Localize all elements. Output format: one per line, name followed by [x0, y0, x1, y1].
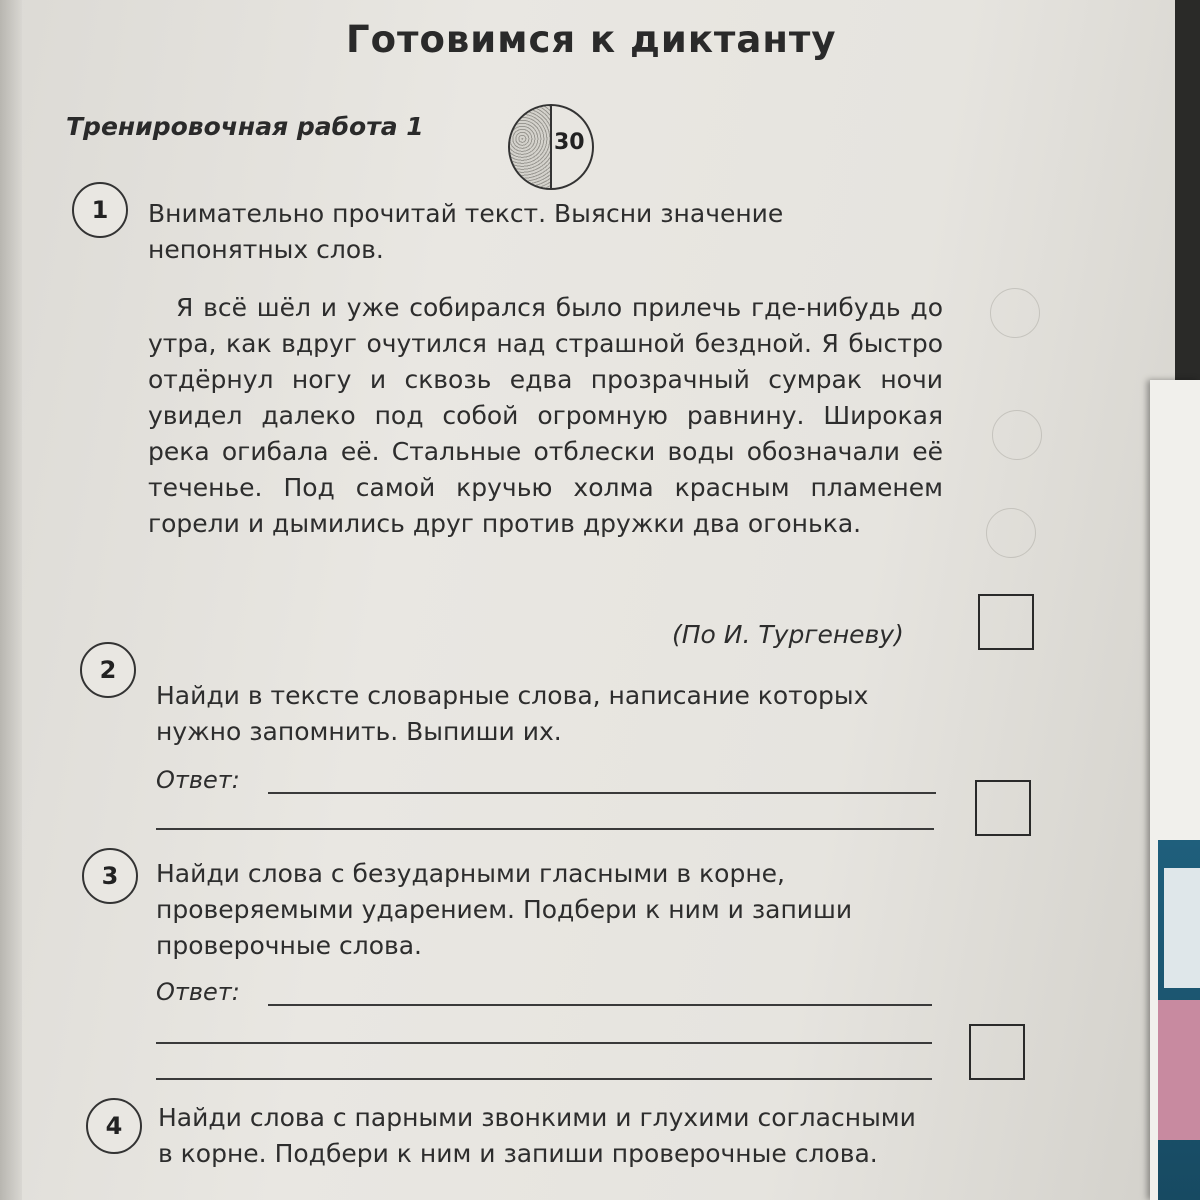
score-box[interactable]	[975, 780, 1031, 836]
work-subtitle: Тренировочная работа 1	[66, 112, 424, 141]
page-binding-edge	[0, 0, 22, 1200]
task-instruction: Найди слова с парными звонкими и глухими согласными в корне. Подбери к ним и запиши проверочные слова.	[158, 1103, 916, 1168]
max-score: 30	[554, 130, 585, 155]
text-source: (По И. Тургеневу)	[672, 620, 904, 649]
book-strip	[1164, 868, 1200, 988]
bleed-through-mark	[992, 410, 1042, 460]
answer-line[interactable]	[156, 1078, 932, 1080]
score-circle-shaded-half	[510, 106, 551, 188]
reading-text: Я всё шёл и уже собирался было прилечь где-нибудь до утра, как вдруг очутился над страшной бездной. Я быстро отдёрнул ногу и сквозь едва прозрачный сумрак ночи увидел далеко под собой огромную равнину. Широкая река огибала её. Стальные отблески воды обозначали её теченье. Под самой кручью холма красным пламенем горели и дымились друг против дружки два огонька.	[148, 293, 943, 538]
task-number: 1	[72, 182, 128, 238]
bleed-through-mark	[990, 288, 1040, 338]
task-instruction: Внимательно прочитай текст. Выясни значение непонятных слов.	[148, 199, 784, 264]
book-map	[1158, 1000, 1200, 1140]
answer-line[interactable]	[268, 792, 936, 794]
task-number: 3	[82, 848, 138, 904]
score-circle-divider	[550, 106, 552, 188]
page-title: Готовимся к диктанту	[346, 18, 837, 61]
answer-line[interactable]	[268, 1004, 932, 1006]
background-book	[1158, 840, 1200, 1200]
answer-label: Ответ:	[156, 766, 240, 794]
answer-label: Ответ:	[156, 978, 240, 1006]
task-number: 2	[80, 642, 136, 698]
task-instruction: Найди слова с безударными гласными в корне, проверяемыми ударением. Подбери к ним и запиши проверочные слова.	[156, 859, 853, 960]
score-circle	[508, 104, 594, 190]
answer-line[interactable]	[156, 1042, 932, 1044]
score-box[interactable]	[978, 594, 1034, 650]
bleed-through-mark	[986, 508, 1036, 558]
task-instruction: Найди в тексте словарные слова, написание которых нужно запомнить. Выпиши их.	[156, 681, 869, 746]
task-number: 4	[86, 1098, 142, 1154]
score-box[interactable]	[969, 1024, 1025, 1080]
answer-line[interactable]	[156, 828, 934, 830]
